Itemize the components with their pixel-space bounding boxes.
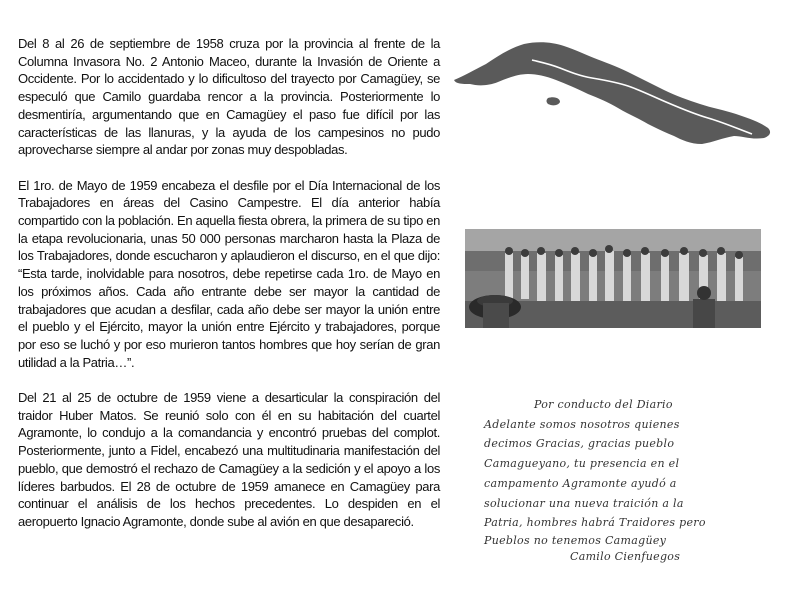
letter-line: Adelante somos nosotros quienes xyxy=(484,418,680,431)
parade-photo-image xyxy=(465,229,761,328)
letter-line: Camagueyano, tu presencia en el xyxy=(484,457,680,470)
letter-line: Pueblos no tenemos Camagüey xyxy=(484,534,667,547)
island-of-youth-shape xyxy=(547,97,561,105)
cuba-island-shape xyxy=(454,42,770,144)
letter-line: campamento Agramonte ayudó a xyxy=(484,477,677,490)
paragraph-may-day: El 1ro. de Mayo de 1959 encabeza el desfile por el Día Internacional de los Trabajadores en áreas del Casino Campestre. El día anterior había compartido con la población. En aquella fiesta obrera, la primera de su tipo en la etapa revolucionaria, unas 50 000 personas marcharon hasta la Plaza de los Trabajadores, donde escucharon y aplaudieron el discurso, en el que dijo: “Esta tarde, inolvidable para nosotros, debe repetirse cada 1ro. de Mayo en los próximos años. Cada año entrante debe ser mayor la cantidad de trabajadores que acudan a desfilar, cada año debe ser mayor la unión entre el pueblo y el Ejército, mayor la unión entre Ejército y trabajadores, porque por eso se luchó y por eso murieron tantos hombres que hoy serían de gran utilidad a la Patria…”. xyxy=(18,177,440,370)
signature: Camilo Cienfuegos xyxy=(570,550,681,563)
letter-line: solucionar una nueva traición a la xyxy=(484,497,684,510)
parade-photo xyxy=(465,229,761,328)
cuba-map-icon xyxy=(452,36,774,148)
letter-line: Por conducto del Diario xyxy=(534,398,673,411)
cuba-map-image xyxy=(452,36,774,148)
paragraph-invasion: Del 8 al 26 de septiembre de 1958 cruza por la provincia al frente de la Columna Invasora No. 2 Antonio Maceo, durante la Invasión de Oriente a Occidente. Por lo accidentado y lo dificultoso del trayecto por Camagüey, se especuló que Camilo guardaba rencor a la provincia. Posteriormente lo desmentiría, argumentando que en Camagüey el paso fue difícil por las características de las llanuras, y la ayuda de los campesinos no pudo aprovecharse siempre al andar por zonas muy despobladas. xyxy=(18,36,440,158)
letter-line: Patria, hombres habrá Traidores pero xyxy=(484,516,706,529)
letter-line: decimos Gracias, gracias pueblo xyxy=(484,437,675,450)
handwritten-letter xyxy=(478,390,730,570)
paragraph-huber-matos: Del 21 al 25 de octubre de 1959 viene a desarticular la conspiración del traidor Huber Matos. Se reunió solo con él en su habitación del cuartel Agramonte, lo condujo a la comandancia y encontró pruebas del complot. Posteriormente, junto a Fidel, encabezó una multitudinaria manifestación del pueblo, que demostró el rechazo de Camagüey a la sedición y el apoyo a los líderes barbudos. El 28 de octubre de 1959 amanece en Camagüey para continuar el análisis de los hechos precedentes. Lo despiden en el aeropuerto Ignacio Agramonte, donde sube al avión en que desapareció. xyxy=(18,390,440,529)
article-body xyxy=(18,35,440,548)
